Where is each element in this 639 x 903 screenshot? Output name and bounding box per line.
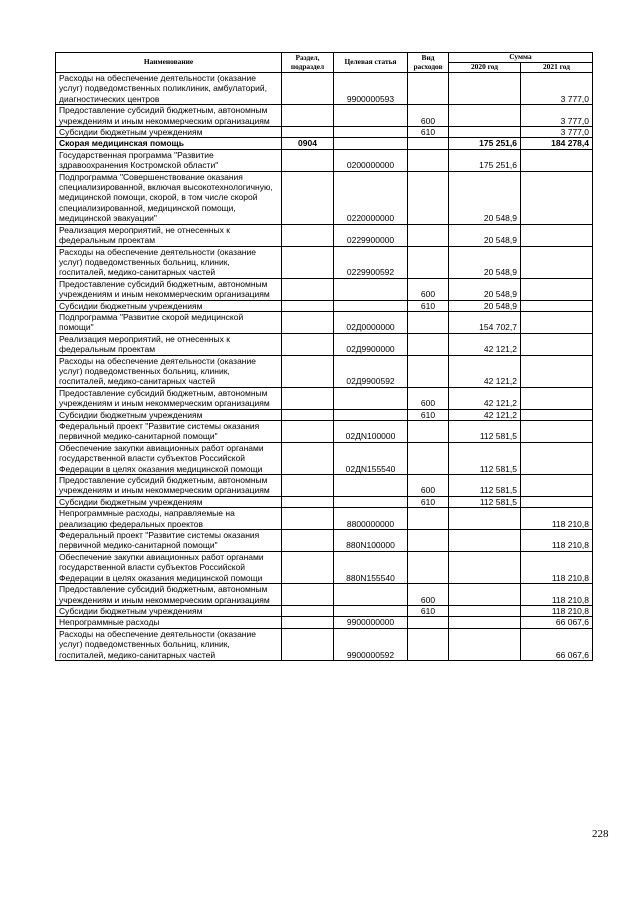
- cell-section: [282, 584, 334, 606]
- cell-name: Обеспечение закупки авиационных работ органами государственной власти субъектов Российской Федерации в целях оказания медицинской помощи: [56, 442, 282, 474]
- cell-target-code: 9900000592: [334, 628, 408, 660]
- cell-sum-2021: [521, 224, 593, 246]
- cell-expense-kind: 600: [408, 278, 449, 300]
- cell-sum-2021: 118 210,8: [521, 508, 593, 530]
- cell-target-code: 0229900000: [334, 224, 408, 246]
- cell-sum-2020: [449, 127, 521, 138]
- cell-target-code: [334, 409, 408, 420]
- cell-target-code: [334, 300, 408, 311]
- cell-sum-2021: [521, 409, 593, 420]
- header-year-2021: 2021 год: [521, 63, 593, 73]
- cell-sum-2021: [521, 355, 593, 387]
- cell-section: [282, 171, 334, 224]
- cell-sum-2020: 20 548,9: [449, 300, 521, 311]
- cell-section: [282, 149, 334, 171]
- cell-name: Реализация мероприятий, не отнесенных к федеральным проектам: [56, 224, 282, 246]
- cell-expense-kind: 610: [408, 496, 449, 507]
- cell-target-code: [334, 496, 408, 507]
- budget-table: [55, 52, 593, 661]
- cell-name: Предоставление субсидий бюджетным, автономным учреждениям и иным некоммерческим организациям: [56, 584, 282, 606]
- cell-name: Подпрограмма "Развитие скорой медицинской помощи": [56, 311, 282, 333]
- cell-target-code: [334, 127, 408, 138]
- cell-name: Расходы на обеспечение деятельности (оказание услуг) подведомственных больниц, клиник, госпиталей, медико-санитарных частей: [56, 355, 282, 387]
- table-row: [56, 508, 593, 530]
- cell-sum-2020: [449, 530, 521, 552]
- table-row: [56, 311, 593, 333]
- cell-section: [282, 442, 334, 474]
- cell-sum-2020: [449, 584, 521, 606]
- cell-section: [282, 409, 334, 420]
- cell-expense-kind: 600: [408, 105, 449, 127]
- cell-name: Реализация мероприятий, не отнесенных к федеральным проектам: [56, 333, 282, 355]
- cell-sum-2021: [521, 475, 593, 497]
- cell-name: Скорая медицинская помощь: [56, 138, 282, 149]
- cell-expense-kind: [408, 442, 449, 474]
- cell-target-code: 02Д9900000: [334, 333, 408, 355]
- cell-expense-kind: [408, 311, 449, 333]
- cell-target-code: 8800000000: [334, 508, 408, 530]
- cell-sum-2021: [521, 149, 593, 171]
- cell-target-code: 02ДN100000: [334, 421, 408, 443]
- table-row: [56, 149, 593, 171]
- cell-sum-2021: 3 777,0: [521, 105, 593, 127]
- cell-section: [282, 127, 334, 138]
- cell-sum-2021: 3 777,0: [521, 73, 593, 105]
- cell-section: [282, 496, 334, 507]
- cell-target-code: 9900000000: [334, 617, 408, 628]
- header-kind: Вид расходов: [408, 53, 449, 73]
- cell-expense-kind: 610: [408, 409, 449, 420]
- cell-target-code: 02ДN155540: [334, 442, 408, 474]
- cell-section: [282, 300, 334, 311]
- cell-section: [282, 508, 334, 530]
- cell-target-code: [334, 605, 408, 616]
- cell-target-code: [334, 475, 408, 497]
- cell-name: Субсидии бюджетным учреждениям: [56, 300, 282, 311]
- cell-expense-kind: [408, 333, 449, 355]
- cell-expense-kind: 600: [408, 387, 449, 409]
- cell-section: [282, 605, 334, 616]
- header-section: Раздел, подраздел: [282, 53, 334, 73]
- cell-target-code: 880N155540: [334, 551, 408, 583]
- cell-sum-2021: 118 210,8: [521, 530, 593, 552]
- cell-sum-2020: [449, 617, 521, 628]
- cell-target-code: 0229900592: [334, 246, 408, 278]
- cell-sum-2021: [521, 333, 593, 355]
- cell-section: [282, 421, 334, 443]
- table-row: [56, 300, 593, 311]
- table-row: [56, 628, 593, 660]
- cell-name: Предоставление субсидий бюджетным, автономным учреждениям и иным некоммерческим организациям: [56, 278, 282, 300]
- cell-expense-kind: [408, 171, 449, 224]
- cell-name: Подпрограмма "Совершенствование оказания специализированной, включая высокотехнологичную, медицинской помощи, скорой, в том числе скорой специализированной, медицинской помощи, медицинской эвакуации": [56, 171, 282, 224]
- table-body: [56, 73, 593, 661]
- cell-sum-2020: 20 548,9: [449, 224, 521, 246]
- cell-name: Расходы на обеспечение деятельности (оказание услуг) подведомственных больниц, клиник, госпиталей, медико-санитарных частей: [56, 246, 282, 278]
- table-row: [56, 409, 593, 420]
- cell-section: [282, 355, 334, 387]
- cell-section: [282, 387, 334, 409]
- cell-target-code: [334, 584, 408, 606]
- cell-sum-2021: 118 210,8: [521, 584, 593, 606]
- cell-sum-2021: [521, 278, 593, 300]
- cell-section: [282, 278, 334, 300]
- cell-sum-2020: 112 581,5: [449, 442, 521, 474]
- cell-sum-2021: [521, 442, 593, 474]
- cell-name: Расходы на обеспечение деятельности (оказание услуг) подведомственных поликлиник, амбулаторий, диагностических центров: [56, 73, 282, 105]
- cell-sum-2020: [449, 605, 521, 616]
- header-name: Наименование: [56, 53, 282, 73]
- table-row: [56, 605, 593, 616]
- table-row: [56, 246, 593, 278]
- cell-sum-2021: 118 210,8: [521, 551, 593, 583]
- cell-sum-2020: 20 548,9: [449, 246, 521, 278]
- cell-name: Обеспечение закупки авиационных работ органами государственной власти субъектов Российской Федерации в целях оказания медицинской помощи: [56, 551, 282, 583]
- cell-sum-2021: 184 278,4: [521, 138, 593, 149]
- table-row: [56, 333, 593, 355]
- cell-target-code: 02Д0000000: [334, 311, 408, 333]
- cell-name: Расходы на обеспечение деятельности (оказание услуг) подведомственных больниц, клиник, госпиталей, медико-санитарных частей: [56, 628, 282, 660]
- table-row: [56, 171, 593, 224]
- table-row: [56, 475, 593, 497]
- cell-sum-2020: 175 251,6: [449, 149, 521, 171]
- cell-sum-2020: 175 251,6: [449, 138, 521, 149]
- cell-expense-kind: 610: [408, 300, 449, 311]
- cell-sum-2021: [521, 421, 593, 443]
- table-row: [56, 530, 593, 552]
- cell-section: [282, 628, 334, 660]
- table-row: [56, 138, 593, 149]
- cell-name: Предоставление субсидий бюджетным, автономным учреждениям и иным некоммерческим организациям: [56, 105, 282, 127]
- cell-sum-2020: 42 121,2: [449, 387, 521, 409]
- cell-sum-2021: [521, 171, 593, 224]
- cell-name: Предоставление субсидий бюджетным, автономным учреждениям и иным некоммерческим организациям: [56, 475, 282, 497]
- table-row: [56, 73, 593, 105]
- table-row: [56, 617, 593, 628]
- cell-target-code: 880N100000: [334, 530, 408, 552]
- cell-section: 0904: [282, 138, 334, 149]
- table-row: [56, 551, 593, 583]
- table-row: [56, 127, 593, 138]
- table-row: [56, 584, 593, 606]
- cell-section: [282, 333, 334, 355]
- cell-target-code: 0220000000: [334, 171, 408, 224]
- cell-sum-2020: 112 581,5: [449, 421, 521, 443]
- table-row: [56, 278, 593, 300]
- header-year-2020: 2020 год: [449, 63, 521, 73]
- cell-target-code: 0200000000: [334, 149, 408, 171]
- cell-name: Предоставление субсидий бюджетным, автономным учреждениям и иным некоммерческим организациям: [56, 387, 282, 409]
- cell-target-code: [334, 278, 408, 300]
- table-header: [56, 53, 593, 73]
- cell-sum-2021: 3 777,0: [521, 127, 593, 138]
- cell-name: Государственная программа "Развитие здравоохранения Костромской области": [56, 149, 282, 171]
- cell-sum-2020: 42 121,2: [449, 355, 521, 387]
- cell-section: [282, 475, 334, 497]
- table-row: [56, 496, 593, 507]
- cell-section: [282, 224, 334, 246]
- cell-sum-2020: 42 121,2: [449, 409, 521, 420]
- table-row: [56, 421, 593, 443]
- cell-expense-kind: [408, 530, 449, 552]
- cell-sum-2020: [449, 73, 521, 105]
- cell-expense-kind: 610: [408, 127, 449, 138]
- cell-expense-kind: [408, 617, 449, 628]
- cell-sum-2021: [521, 496, 593, 507]
- cell-expense-kind: [408, 73, 449, 105]
- cell-sum-2021: 66 067,6: [521, 628, 593, 660]
- cell-section: [282, 617, 334, 628]
- table-row: [56, 387, 593, 409]
- cell-expense-kind: [408, 149, 449, 171]
- table-row: [56, 442, 593, 474]
- cell-expense-kind: [408, 551, 449, 583]
- cell-expense-kind: [408, 421, 449, 443]
- cell-sum-2020: 20 548,9: [449, 278, 521, 300]
- cell-name: Субсидии бюджетным учреждениям: [56, 127, 282, 138]
- cell-name: Субсидии бюджетным учреждениям: [56, 496, 282, 507]
- cell-sum-2020: 112 581,5: [449, 496, 521, 507]
- cell-expense-kind: [408, 224, 449, 246]
- cell-expense-kind: [408, 508, 449, 530]
- table-row: [56, 105, 593, 127]
- cell-sum-2021: 66 067,6: [521, 617, 593, 628]
- cell-sum-2021: [521, 311, 593, 333]
- cell-sum-2020: [449, 628, 521, 660]
- cell-expense-kind: 610: [408, 605, 449, 616]
- cell-sum-2020: [449, 551, 521, 583]
- cell-section: [282, 73, 334, 105]
- cell-target-code: [334, 105, 408, 127]
- header-target: Целевая статья: [334, 53, 408, 73]
- cell-sum-2021: [521, 300, 593, 311]
- cell-expense-kind: 600: [408, 475, 449, 497]
- cell-sum-2021: [521, 387, 593, 409]
- page-number: 228: [592, 828, 609, 840]
- cell-section: [282, 246, 334, 278]
- table-row: [56, 355, 593, 387]
- cell-sum-2020: 154 702,7: [449, 311, 521, 333]
- cell-sum-2020: 20 548,9: [449, 171, 521, 224]
- cell-expense-kind: [408, 355, 449, 387]
- cell-section: [282, 551, 334, 583]
- cell-name: Федеральный проект "Развитие системы оказания первичной медико-санитарной помощи": [56, 530, 282, 552]
- cell-expense-kind: 600: [408, 584, 449, 606]
- cell-sum-2020: [449, 105, 521, 127]
- cell-expense-kind: [408, 246, 449, 278]
- cell-target-code: [334, 387, 408, 409]
- cell-expense-kind: [408, 138, 449, 149]
- cell-name: Непрограммные расходы, направляемые на реализацию федеральных проектов: [56, 508, 282, 530]
- cell-name: Субсидии бюджетным учреждениям: [56, 605, 282, 616]
- cell-target-code: 9900000593: [334, 73, 408, 105]
- header-sum: Сумма: [449, 53, 593, 63]
- cell-sum-2020: [449, 508, 521, 530]
- cell-expense-kind: [408, 628, 449, 660]
- cell-section: [282, 105, 334, 127]
- cell-sum-2020: 112 581,5: [449, 475, 521, 497]
- cell-sum-2020: 42 121,2: [449, 333, 521, 355]
- cell-name: Непрограммные расходы: [56, 617, 282, 628]
- cell-sum-2021: 118 210,8: [521, 605, 593, 616]
- cell-target-code: [334, 138, 408, 149]
- cell-sum-2021: [521, 246, 593, 278]
- table-row: [56, 224, 593, 246]
- cell-section: [282, 530, 334, 552]
- cell-section: [282, 311, 334, 333]
- cell-name: Федеральный проект "Развитие системы оказания первичной медико-санитарной помощи": [56, 421, 282, 443]
- cell-target-code: 02Д9900592: [334, 355, 408, 387]
- cell-name: Субсидии бюджетным учреждениям: [56, 409, 282, 420]
